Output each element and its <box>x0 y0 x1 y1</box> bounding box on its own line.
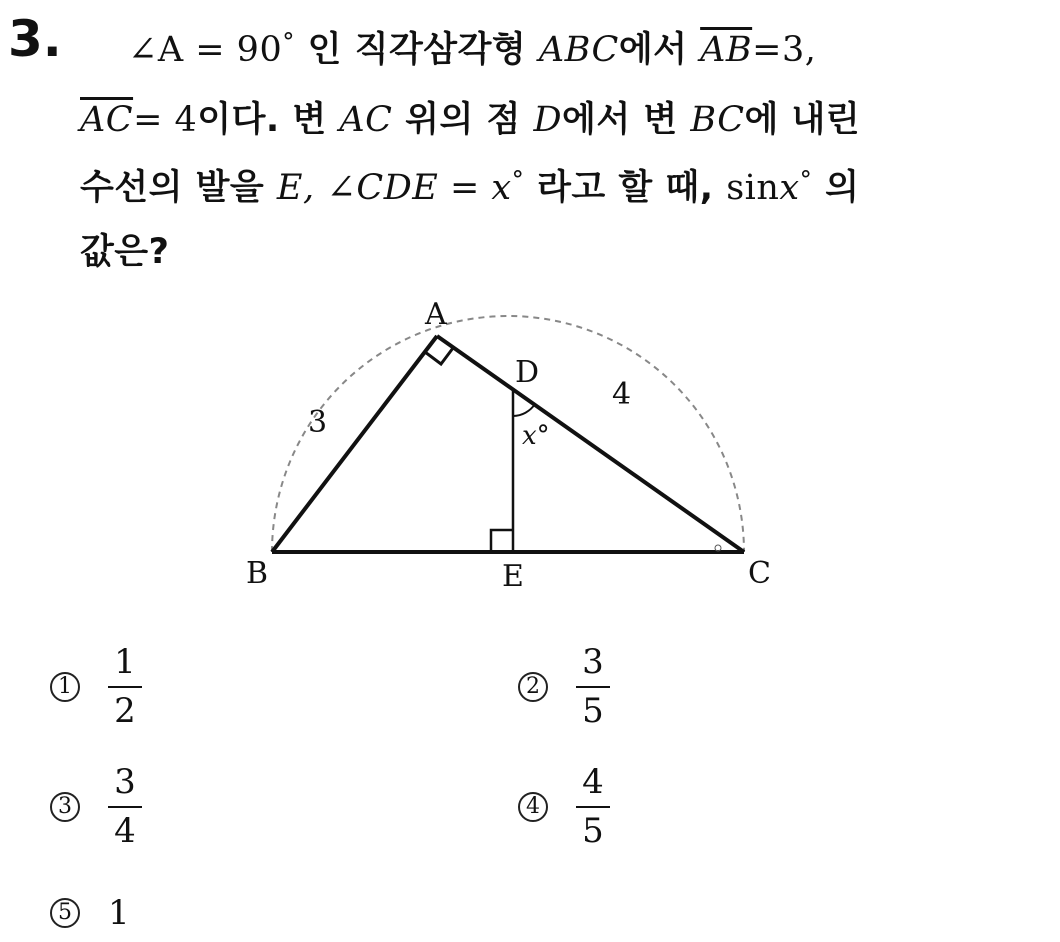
circumcircle-arc <box>272 316 744 552</box>
segment-ab: $\overline{AB}$ <box>700 30 753 70</box>
side-ab <box>272 336 437 552</box>
numerator: 4 <box>582 762 604 802</box>
numerator: 3 <box>582 642 604 682</box>
label-b: B <box>246 556 269 591</box>
segment-ac-value: = 4 <box>133 100 198 140</box>
label-ab-length: 3 <box>308 405 328 440</box>
point-d: D <box>533 100 563 140</box>
degree-symbol: ° <box>511 164 525 194</box>
question-text: 에서 변 <box>562 100 691 140</box>
degree-symbol: ° <box>282 26 295 56</box>
option-number: 2 <box>518 672 548 702</box>
question-text: 수선의 발을 <box>80 168 277 208</box>
denominator: 2 <box>114 690 136 731</box>
side-ac <box>437 336 744 552</box>
fraction <box>576 762 610 851</box>
question-text: 라고 할 때, <box>524 168 727 208</box>
sin-function: sin <box>726 168 780 208</box>
triangle-figure <box>240 296 800 596</box>
option-4[interactable] <box>518 762 610 851</box>
option-number: 5 <box>50 898 80 928</box>
segment-ab-value: =3, <box>752 30 817 70</box>
option-value: 1 <box>108 893 130 933</box>
option-3[interactable] <box>50 762 142 851</box>
denominator: 5 <box>582 810 604 851</box>
triangle-abc: ABC <box>538 30 619 70</box>
option-1[interactable] <box>50 642 142 731</box>
label-angle-x: x° <box>522 421 550 451</box>
question-text: 에 내린 <box>744 100 861 140</box>
fraction <box>108 642 142 731</box>
side-ac: AC <box>339 100 393 140</box>
question-line-2 <box>80 92 860 142</box>
fraction <box>576 642 610 731</box>
denominator: 4 <box>114 810 136 851</box>
question-text: 의 <box>812 168 860 208</box>
question-text: 위의 점 <box>392 100 534 140</box>
option-number: 1 <box>50 672 80 702</box>
option-number: 4 <box>518 792 548 822</box>
label-c: C <box>748 556 771 591</box>
label-a: A <box>425 297 447 332</box>
fraction <box>108 762 142 851</box>
angle-cde-expression: ∠CDE = x <box>326 168 512 208</box>
question-number: 3. <box>8 10 62 68</box>
question-line-4: 값은? <box>80 232 170 272</box>
side-bc: BC <box>690 100 745 140</box>
question-text: 이다. 변 <box>197 100 340 140</box>
question-text: 에서 <box>618 30 701 70</box>
question-line-1 <box>128 22 816 72</box>
point-e: E, <box>276 168 315 208</box>
angle-arc-d <box>513 404 535 416</box>
variable-x: x <box>779 168 800 208</box>
question-line-3 <box>80 160 859 210</box>
option-5[interactable] <box>50 893 130 933</box>
option-number: 3 <box>50 792 80 822</box>
label-ac-length: 4 <box>612 377 632 412</box>
numerator: 3 <box>114 762 136 802</box>
numerator: 1 <box>114 642 136 682</box>
option-2[interactable] <box>518 642 610 731</box>
label-e: E <box>502 559 524 594</box>
degree-symbol: ° <box>799 164 813 194</box>
label-d: D <box>515 355 540 390</box>
right-angle-marker-a <box>425 348 453 364</box>
angle-a-expression: ∠A = 90 <box>128 30 283 70</box>
question-text: 인 직각삼각형 <box>294 30 539 70</box>
right-angle-marker-e <box>491 530 513 552</box>
segment-ac: $\overline{AC}$ <box>80 100 134 140</box>
denominator: 5 <box>582 690 604 731</box>
